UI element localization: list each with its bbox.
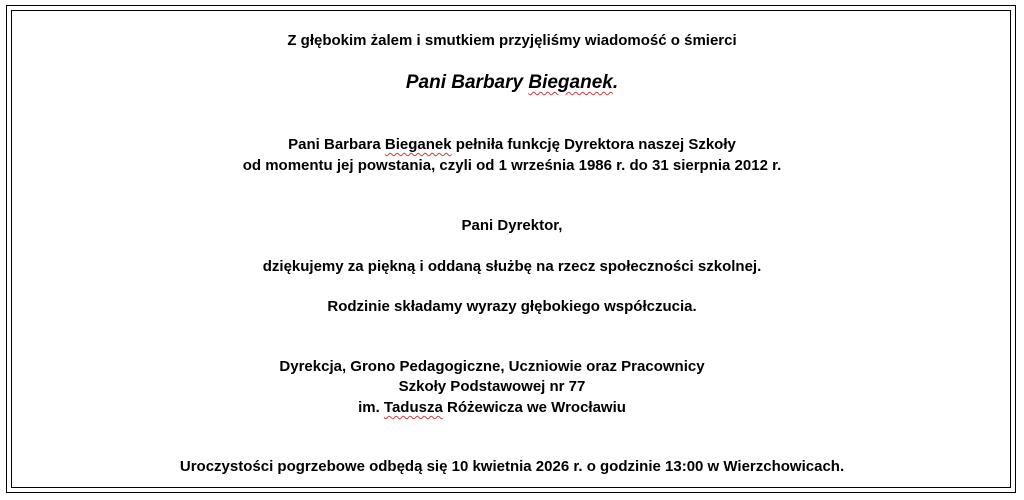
role-line-1-suffix: pełniła funkcję Dyrektora naszej Szkoły <box>451 136 736 153</box>
role-line-1-surname: Bieganek <box>384 136 452 153</box>
signature-line-1: Dyrekcja, Grono Pedagogiczne, Uczniowie oraz Pracownicy <box>279 358 705 375</box>
name-prefix: Pani Barbary <box>405 72 529 93</box>
signature-line-2: Szkoły Podstawowej nr 77 <box>398 378 586 395</box>
signature-line-3-prefix: im. <box>358 399 384 416</box>
name-surname: Bieganek <box>528 72 613 93</box>
thanks-text: dziękujemy za piękną i oddaną służbę na rzecz społeczności szkolnej. <box>262 258 762 275</box>
deceased-name <box>0 72 1024 94</box>
condolences-text: Rodzinie składamy wyrazy głębokiego współczucia. <box>327 298 697 315</box>
role-line-1-prefix: Pani Barbara <box>288 136 385 153</box>
address-text: Pani Dyrektor, <box>461 217 563 234</box>
name-suffix: . <box>612 72 619 93</box>
signature-line-3 <box>0 399 1004 417</box>
intro-text: Z głębokim żalem i smutkiem przyjęliśmy wiadomość o śmierci <box>287 32 737 49</box>
role-line-1 <box>0 136 1024 154</box>
funeral-info: Uroczystości pogrzebowe odbędą się 10 kwietnia 2026 r. o godzinie 13:00 w Wierzchowicach. <box>179 458 845 475</box>
signature-line-3-misspelled: Tadusza <box>383 399 443 416</box>
role-line-2: od momentu jej powstania, czyli od 1 września 1986 r. do 31 sierpnia 2012 r. <box>242 157 782 174</box>
signature-line-3-suffix: Różewicza we Wrocławiu <box>442 399 626 416</box>
